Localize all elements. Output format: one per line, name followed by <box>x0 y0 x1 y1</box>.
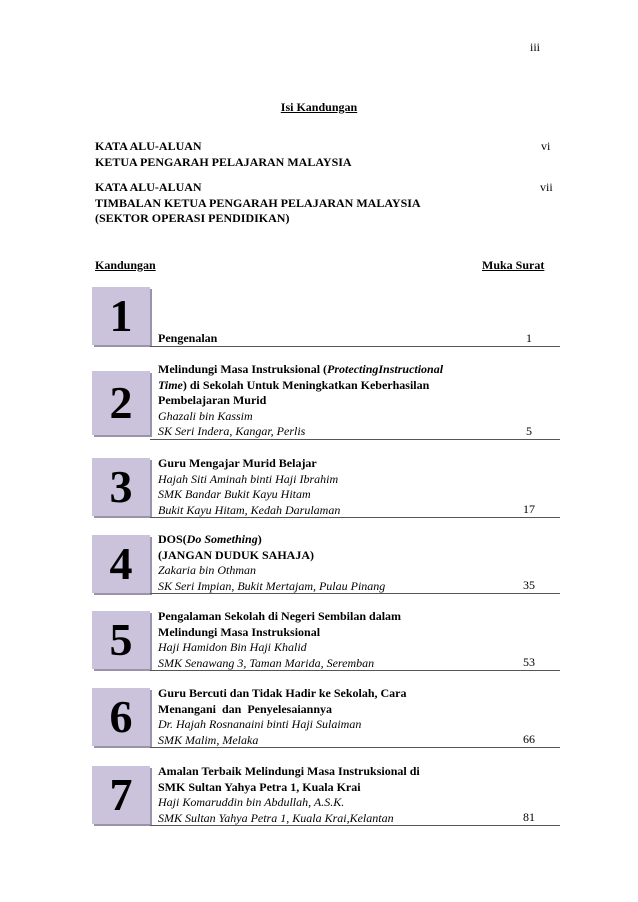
chapter-entry <box>158 362 558 440</box>
chapter-entry <box>158 456 558 518</box>
chapter-number-box <box>92 535 150 593</box>
chapter-entry <box>158 331 558 347</box>
foreword-1 <box>95 139 352 170</box>
chapter-number: 1 <box>109 290 133 341</box>
chapter-title: Melindungi Masa Instruksional <box>158 624 321 639</box>
chapter-location: Bukit Kayu Hitam, Kedah Darulaman <box>158 502 341 517</box>
page-number: iii <box>530 40 541 54</box>
divider <box>150 670 560 671</box>
toc-title: Isi Kandungan <box>280 100 358 114</box>
foreword-2 <box>95 180 421 227</box>
chapter-number: 3 <box>109 461 133 512</box>
chapter-number: 2 <box>109 377 133 428</box>
chapter-page: 81 <box>523 810 535 824</box>
chapter-title: Guru Mengajar Murid Belajar <box>158 456 317 470</box>
foreword-2-line: KATA ALU-ALUAN <box>95 180 202 194</box>
chapter-author: Ghazali bin Kassim <box>158 408 253 423</box>
chapter-number-box <box>92 458 150 516</box>
chapter-3 <box>92 456 560 518</box>
chapter-title: ) <box>257 532 262 546</box>
chapter-number: 5 <box>109 614 133 665</box>
chapter-author: Haji Hamidon Bin Haji Khalid <box>158 640 307 654</box>
foreword-2-page: vii <box>540 180 553 194</box>
chapter-number-box <box>92 371 150 435</box>
chapter-school: SMK Malim, Melaka <box>158 732 259 747</box>
chapter-title: DOS( <box>158 532 187 546</box>
chapter-school: SMK Sultan Yahya Petra 1, Kuala Krai,Kelantan <box>158 810 394 825</box>
chapter-school: SMK Bandar Bukit Kayu Hitam <box>158 487 311 501</box>
chapter-title-italic: Time <box>158 377 183 392</box>
chapter-title-italic: ProtectingInstructional <box>327 362 444 376</box>
divider <box>150 825 560 826</box>
chapter-entry <box>158 532 558 594</box>
divider <box>150 747 560 748</box>
chapter-7 <box>92 764 560 826</box>
chapter-school: SK Seri Indera, Kangar, Perlis <box>158 424 306 438</box>
divider <box>150 346 560 347</box>
page-column-header: Muka Surat <box>482 258 545 272</box>
chapter-page: 17 <box>523 502 535 516</box>
chapter-page: 53 <box>523 655 535 669</box>
chapter-entry <box>158 764 558 826</box>
chapter-title: (JANGAN DUDUK SAHAJA) <box>158 547 314 562</box>
chapter-page: 1 <box>526 331 532 345</box>
chapter-entry <box>158 609 558 671</box>
chapter-4 <box>92 532 560 594</box>
chapter-title: Melindungi Masa Instruksional ( <box>158 362 328 376</box>
chapter-number: 4 <box>109 538 133 589</box>
chapter-6 <box>92 686 560 748</box>
chapter-school: SMK Senawang 3, Taman Marida, Seremban <box>158 655 375 670</box>
chapter-title: Amalan Terbaik Melindungi Masa Instruksional di <box>158 764 420 778</box>
chapter-title: Pengenalan <box>158 331 218 345</box>
chapter-page: 66 <box>523 732 535 746</box>
chapter-author: Zakaria bin Othman <box>158 563 257 577</box>
chapter-entry <box>158 686 558 748</box>
chapter-author: Haji Komaruddin bin Abdullah, A.S.K. <box>158 795 345 809</box>
chapter-title: Pembelajaran Murid <box>158 393 267 407</box>
chapter-title: Guru Bercuti dan Tidak Hadir ke Sekolah, Cara <box>158 686 407 700</box>
chapter-number-box <box>92 611 150 669</box>
divider <box>150 593 560 594</box>
chapter-number: 6 <box>109 691 133 742</box>
divider <box>150 439 560 440</box>
chapter-title-italic: Do Something <box>186 532 258 546</box>
foreword-1-page: vi <box>541 139 551 153</box>
chapter-number-box <box>92 287 150 345</box>
chapter-title: Menangani dan Penyelesaiannya <box>158 701 333 716</box>
chapter-school: SK Seri Impian, Bukit Mertajam, Pulau Pinang <box>158 578 386 593</box>
chapter-page: 5 <box>526 424 532 438</box>
chapter-author: Hajah Siti Aminah binti Haji Ibrahim <box>158 471 339 486</box>
foreword-1-line: KETUA PENGARAH PELAJARAN MALAYSIA <box>95 154 352 169</box>
chapter-5 <box>92 609 560 671</box>
chapter-2 <box>92 362 560 440</box>
chapter-title: SMK Sultan Yahya Petra 1, Kuala Krai <box>158 779 361 794</box>
chapter-number: 7 <box>109 769 133 820</box>
contents-column-header: Kandungan <box>95 258 156 272</box>
foreword-2-line: (SEKTOR OPERASI PENDIDIKAN) <box>95 211 290 225</box>
chapter-author: Dr. Hajah Rosnanaini binti Haji Sulaiman <box>158 717 362 731</box>
chapter-page: 35 <box>523 578 535 592</box>
chapter-title: ) di Sekolah Untuk Meningkatkan Keberhasilan <box>182 377 430 392</box>
chapter-number-box <box>92 688 150 746</box>
chapter-1 <box>92 287 560 347</box>
divider <box>150 517 560 518</box>
foreword-2-line: TIMBALAN KETUA PENGARAH PELAJARAN MALAYSIA <box>95 195 421 210</box>
foreword-1-line: KATA ALU-ALUAN <box>95 139 202 153</box>
chapter-number-box <box>92 766 150 824</box>
chapter-title: Pengalaman Sekolah di Negeri Sembilan dalam <box>158 609 402 623</box>
